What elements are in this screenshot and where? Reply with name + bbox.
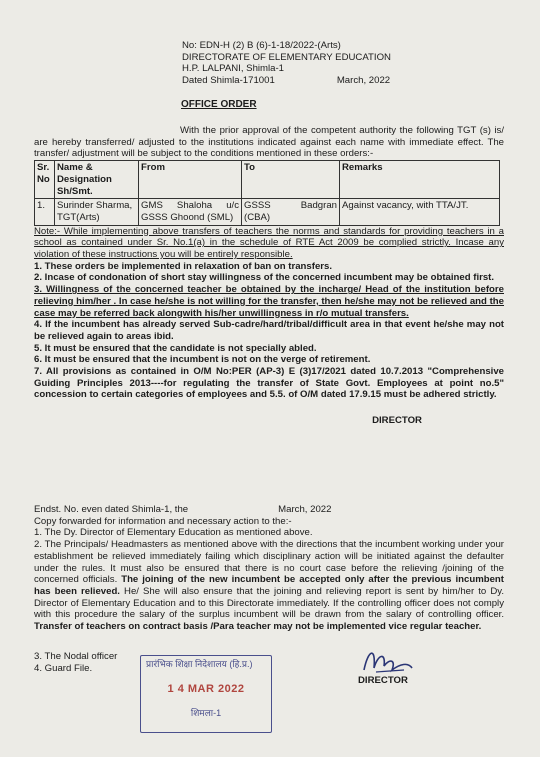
copy-forwarded: Copy forwarded for information and necessary action to the:- — [34, 515, 292, 527]
condition-5: 5. It must be ensured that the candidate is not specially abled. — [34, 342, 317, 354]
note-paragraph: Note:- While implementing above transfers of teachers the norms and standards for providing teachers in a school as contained under Sr. No.1(a) in the schedule of RTE Act 2009 be complied strictly. Incase any violation of these instructions you will be entirely responsible. — [34, 225, 504, 261]
dated-place: Dated Shimla-171001 — [182, 74, 275, 86]
received-stamp — [140, 655, 272, 733]
endorsement-month: March, 2022 — [278, 504, 332, 515]
endorsement-line — [34, 504, 504, 516]
item-2-part-a: 2. The Principals/ Headmasters as mentioned above with the directions that the incumbent working under your establishment be relieved immediately failing which disciplinary action will be initiated against the defaulter under the rules. It must also be ensured that there is no court case before the relieving /joining of the concerned officials. — [34, 539, 504, 586]
stamp-date: 1 4 MAR 2022 — [167, 682, 245, 695]
endorsement-item-3: 3. The Nodal officer — [34, 651, 118, 662]
col-sr-no: Sr. No — [35, 161, 55, 199]
dated-month: March, 2022 — [336, 74, 391, 86]
document-title: OFFICE ORDER — [181, 99, 257, 110]
condition-6: 6. It must be ensured that the incumbent is not on the verge of retirement. — [34, 354, 371, 366]
organization-address: H.P. LALPANI, Shimla-1 — [182, 63, 285, 74]
cell-to: GSSS Badgran (CBA) — [242, 199, 340, 225]
col-remarks: Remarks — [340, 161, 500, 199]
condition-1: 1. These orders be implemented in relaxation of ban on transfers. — [34, 260, 333, 272]
condition-4: 4. If the incumbent has already served Sub-cadre/hard/tribal/difficult area in that event he/she may not be relieved again to areas ibid. — [34, 319, 504, 342]
transfer-table — [34, 160, 500, 226]
cell-name: Surinder Sharma, TGT(Arts) — [55, 199, 139, 225]
col-to: To — [242, 161, 340, 199]
stamp-office: प्रारंभिक शिक्षा निदेशालय (हि.प्र.) — [146, 659, 253, 669]
condition-3: 3. Willingness of the concerned teacher be obtained by the incharge/ Head of the institution before relieving him/her . In case he/she is not willing for the transfer, then he/she may not be relieved and the case may be referred back alongwith his/her unwillingness in r/o mutual transfers. — [34, 284, 504, 319]
endorsement-number: Endst. No. even dated Shimla-1, the — [34, 504, 189, 515]
condition-2: 2. Incase of condonation of short stay willingness of the concerned incumbent may be obtained first. — [34, 272, 495, 284]
handwritten-signature-icon — [356, 640, 416, 680]
organization-name: DIRECTORATE OF ELEMENTARY EDUCATION — [182, 51, 391, 63]
item-2-part-b: The joining of the new incumbent be accepted only after the previous incumbent has been relieved. — [34, 574, 504, 597]
letter-header — [182, 40, 391, 86]
cell-remarks: Against vacancy, with TTA/JT. — [340, 199, 500, 225]
endorsement-item-1: 1. The Dy. Director of Elementary Education as mentioned above. — [34, 527, 313, 539]
col-from: From — [139, 161, 242, 199]
stamp-place: शिमला-1 — [190, 708, 222, 719]
reference-number: No: EDN-H (2) B (6)-1-18/2022-(Arts) — [182, 40, 341, 51]
cell-sr-no: 1. — [35, 199, 55, 225]
endorsement-item-2 — [34, 539, 504, 633]
condition-7: 7. All provisions as contained in O/M No:PER (AP-3) E (3)17/2021 dated 10.7.2013 "Comprehensive Guiding Principles 2013----for regulating the transfer of State Govt. Employees at point no.5" concession to certain categories of employees and 5.5. of O/M dated 17.9.15 must be adhered strictly. — [34, 366, 504, 401]
col-name: Name & Designation Sh/Smt. — [55, 161, 139, 199]
endorsement-list-end — [34, 651, 117, 674]
item-2-part-d: Transfer of teachers on contract basis /Para teacher may not be implemented vice regular teacher. — [34, 621, 482, 633]
endorsement-item-4: 4. Guard File. — [34, 662, 93, 674]
director-signature-label: DIRECTOR — [372, 415, 422, 427]
table-row — [35, 199, 500, 225]
date-row — [182, 75, 391, 87]
cell-from: GMS Shaloha u/c GSSS Ghoond (SML) — [139, 199, 242, 225]
intro-paragraph: With the prior approval of the competent authority the following TGT (s) is/ are hereby transferred/ adjusted to the institutions indicated against each name with immediate effect. The transfer/ adjustment will be subject to the conditions mentioned in these orders:- — [34, 125, 504, 160]
endorsement-section — [34, 504, 504, 633]
table-header-row — [35, 161, 500, 199]
item-2-part-c: He/ She will also ensure that the joining and relieving report is sent by him/her to Dy. Director of Elementary Education and to this Directorate immediately. If the controlling officer does not comply with this procedure the salary of the surplus incumbent will be drawn from the salary of controlling officer. — [34, 585, 504, 621]
director-signature-label-2: DIRECTOR — [358, 675, 408, 686]
order-body — [34, 125, 504, 427]
